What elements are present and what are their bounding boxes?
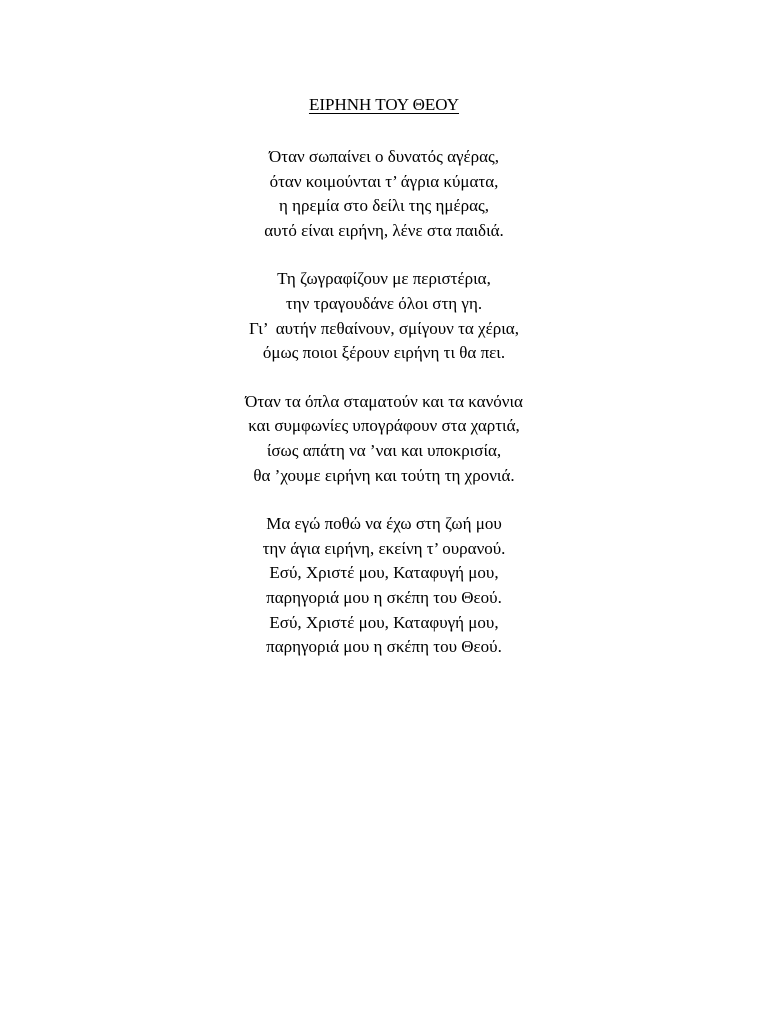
poem-line: Όταν σωπαίνει ο δυνατός αγέρας, — [268, 147, 500, 166]
poem-line: η ηρεμία στο δείλι της ημέρας, — [278, 196, 490, 216]
poem-line: θα ’χουμε ειρήνη και τούτη τη χρονιά. — [253, 465, 515, 485]
stanza-1 — [0, 145, 768, 243]
poem-line: Μα εγώ ποθώ να έχω στη ζωή μου — [266, 514, 502, 534]
poem-line: ίσως απάτη να ’ναι και υποκρισία, — [266, 440, 502, 460]
poem-line: όμως ποιοι ξέρουν ειρήνη τι θα πει. — [262, 343, 506, 363]
poem-line: Γι’ αυτήν πεθαίνουν, σμίγουν τα χέρια, — [249, 318, 519, 338]
poem-line: Εσύ, Χριστέ μου, Καταφυγή μου, — [269, 612, 499, 632]
poem-line: όταν κοιμούνται τ’ άγρια κύματα, — [269, 171, 499, 191]
stanza-3 — [0, 390, 768, 488]
poem-line: αυτό είναι ειρήνη, λένε στα παιδιά. — [264, 220, 504, 240]
poem-line: την τραγουδάνε όλοι στη γη. — [285, 293, 483, 313]
poem-line: Εσύ, Χριστέ μου, Καταφυγή μου, — [269, 563, 499, 583]
poem-title: ΕΙΡΗΝΗ ΤΟΥ ΘΕΟΥ — [308, 95, 460, 114]
stanza-2 — [0, 267, 768, 365]
poem-line: και συμφωνίες υπογράφουν στα χαρτιά, — [248, 416, 520, 436]
poem-line: Όταν τα όπλα σταματούν και τα κανόνια — [245, 391, 523, 411]
poem-line: παρηγοριά μου η σκέπη του Θεού. — [266, 637, 502, 657]
poem — [0, 92, 768, 684]
poem-line: παρηγοριά μου η σκέπη του Θεού. — [266, 587, 502, 607]
stanza-4 — [0, 512, 768, 660]
poem-line: Τη ζωγραφίζουν με περιστέρια, — [277, 269, 491, 289]
poem-line: την άγια ειρήνη, εκείνη τ’ ουρανού. — [262, 538, 506, 558]
